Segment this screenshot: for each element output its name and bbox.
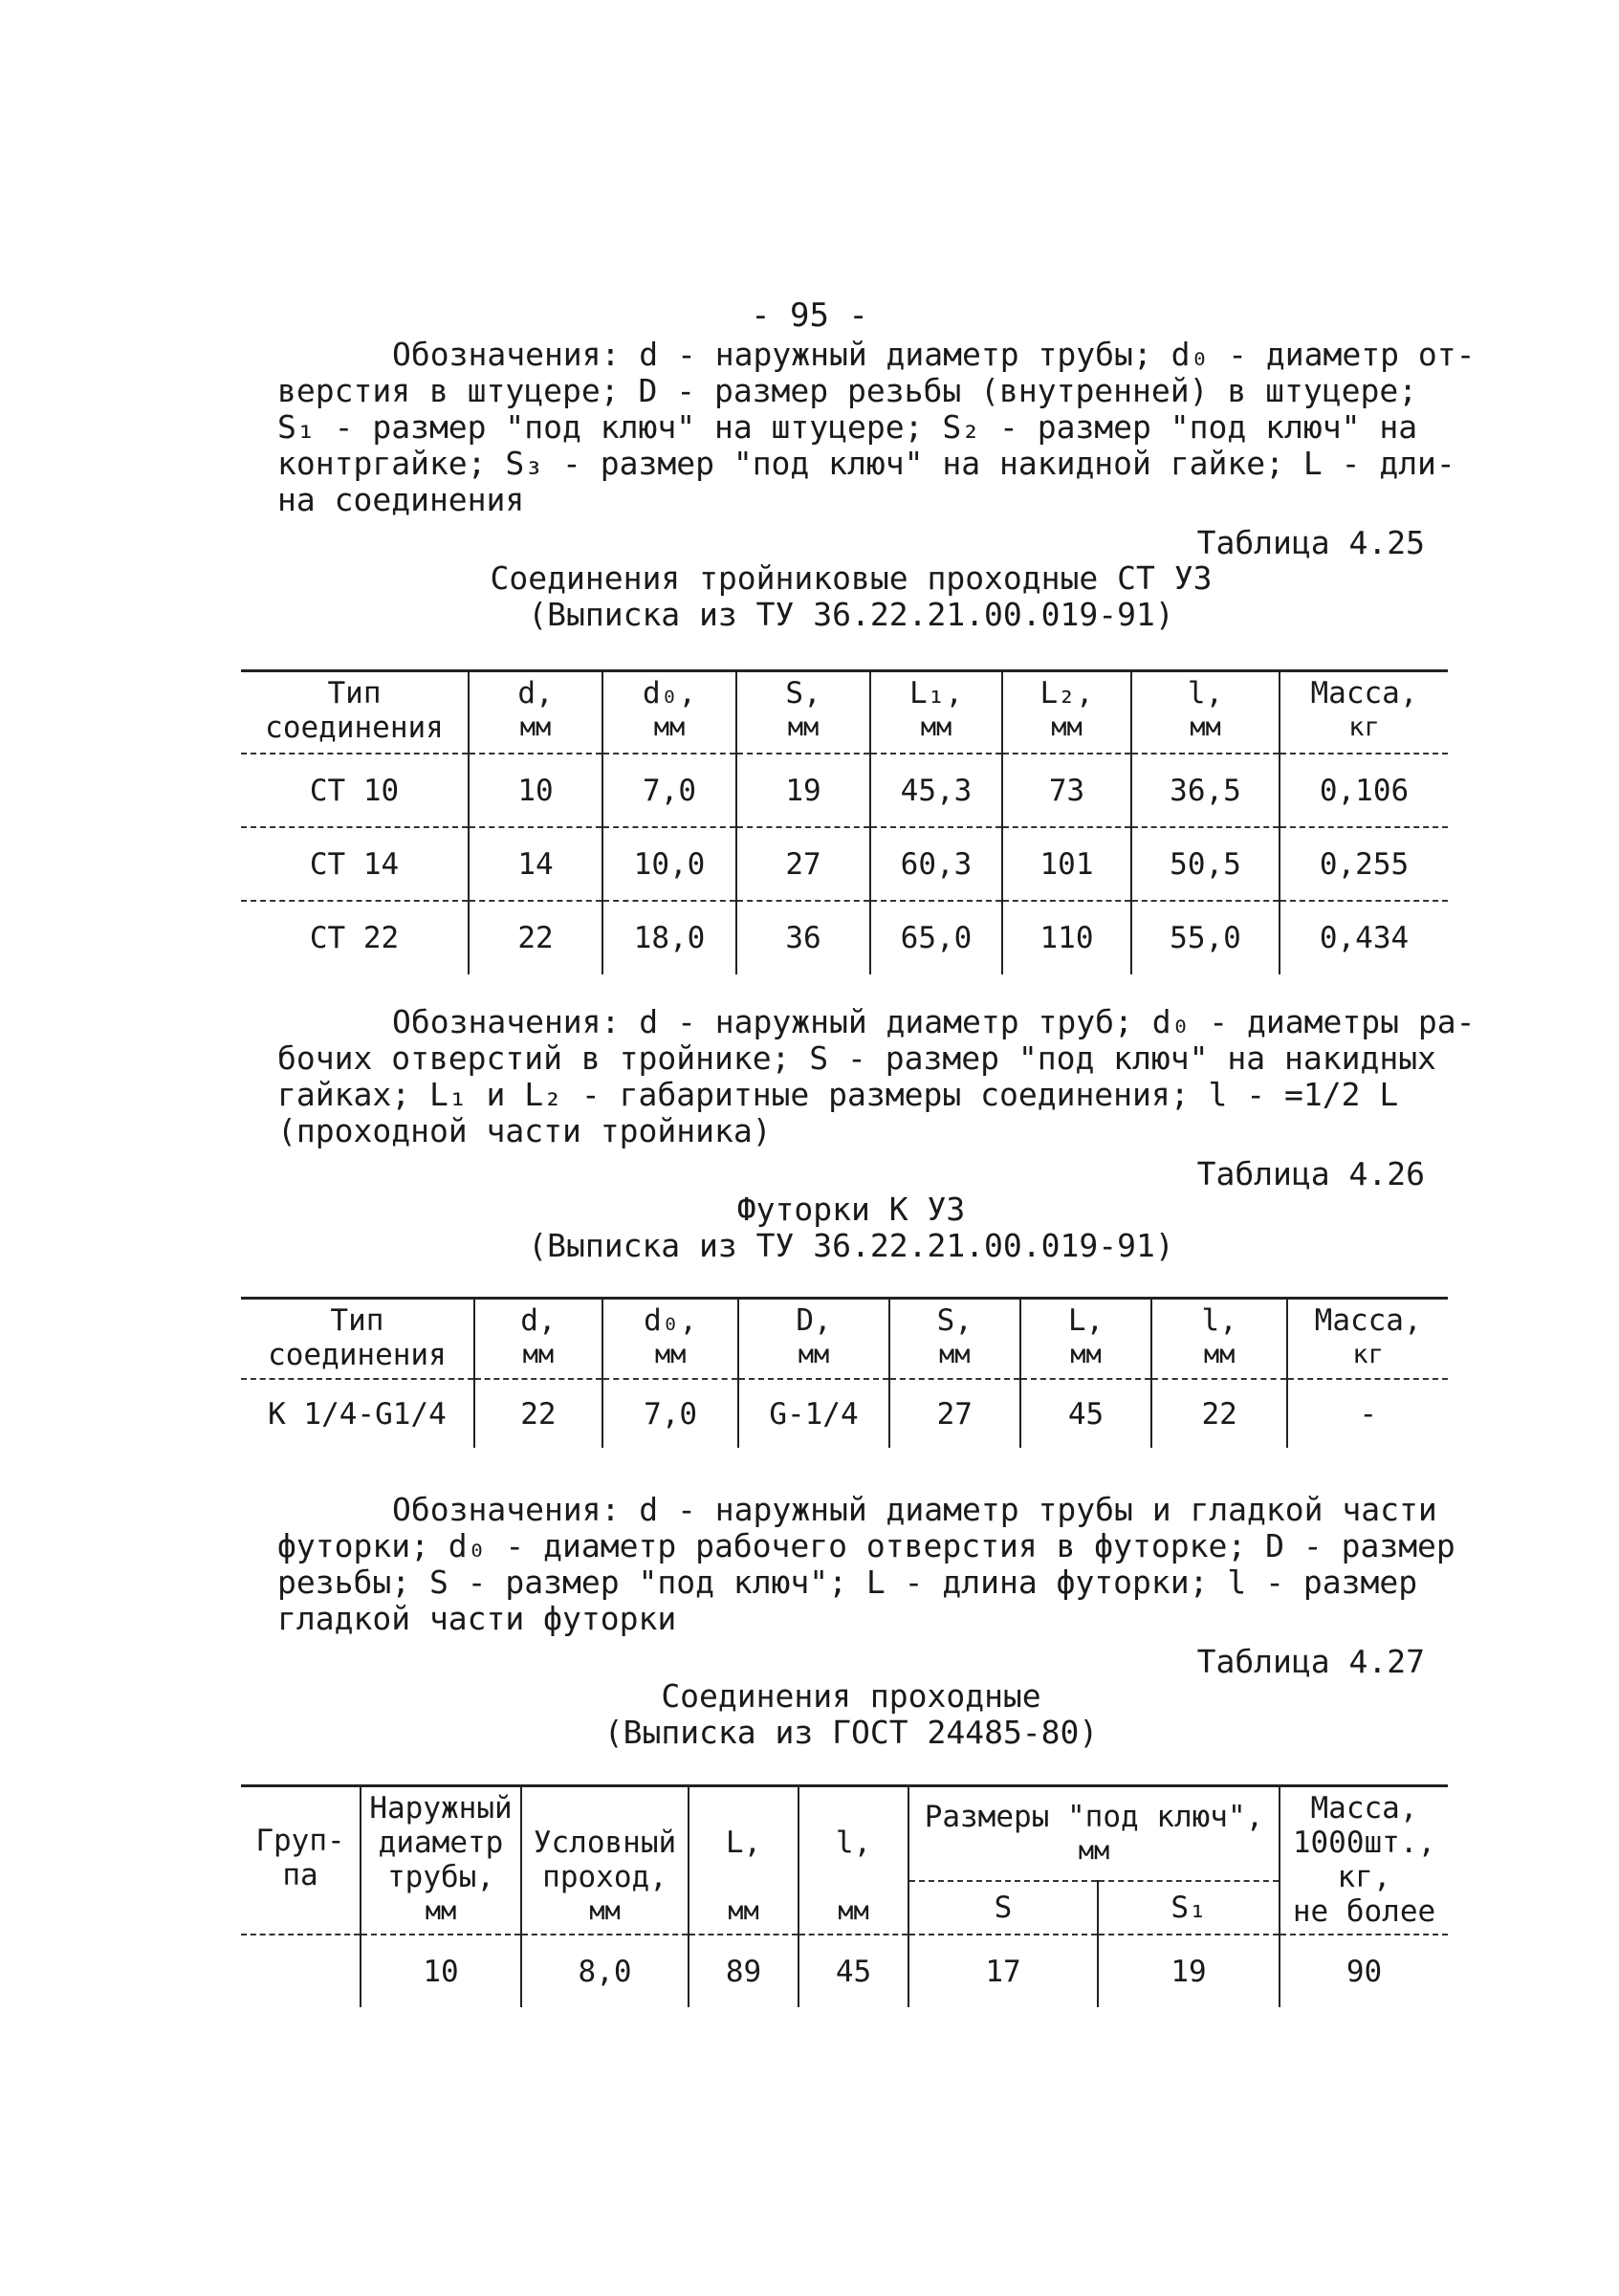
header-cell: L₂, xyxy=(1002,671,1131,711)
header-cell: соединения xyxy=(241,711,469,754)
table-row xyxy=(241,1379,1448,1448)
table-4-25-title-line-2: (Выписка из ТУ 36.22.21.00.019-91) xyxy=(528,596,1174,633)
table-cell: 10 xyxy=(361,1935,521,2007)
header-text: Наружный xyxy=(369,1791,513,1826)
header-cell-mass xyxy=(1280,1786,1448,1930)
notes-1-line: Обозначения: d - наружный диаметр трубы; d₀ - диаметр от- xyxy=(392,336,1476,373)
table-cell: 45,3 xyxy=(870,754,1002,827)
notes-3-line: резьбы; S - размер "под ключ"; L - длина футорки; l - размер xyxy=(277,1563,1418,1601)
table-4-27-title xyxy=(239,1678,1463,1751)
notes-1-line: контргайке; S₃ - размер "под ключ" на накидной гайке; L - дли- xyxy=(277,445,1455,482)
notes-block-3 xyxy=(277,1491,1455,1637)
header-cell: мм xyxy=(1002,711,1131,754)
header-cell: мм xyxy=(602,711,736,754)
table-cell: 10 xyxy=(469,754,602,827)
header-cell: мм xyxy=(1131,711,1280,754)
table-cell: 55,0 xyxy=(1131,901,1280,974)
table-cell: СТ 10 xyxy=(241,754,469,827)
table-cell: G-1/4 xyxy=(738,1379,888,1448)
table-4-25-title-line-1: Соединения тройниковые проходные СТ УЗ xyxy=(490,559,1213,597)
notes-2-line: (проходной части тройника) xyxy=(277,1112,772,1149)
table-4-26-title xyxy=(239,1192,1463,1264)
header-text: мм xyxy=(425,1896,457,1926)
table-4-25-label: Таблица 4.25 xyxy=(1196,524,1425,561)
table-4-26-label: Таблица 4.26 xyxy=(1196,1155,1425,1192)
table-4-27-title-line-1: Соединения проходные xyxy=(661,1677,1041,1715)
table-4-25 xyxy=(241,669,1448,974)
table-cell: 22 xyxy=(474,1379,602,1448)
header-text: трубы, xyxy=(387,1860,494,1894)
header-cell: L₁, xyxy=(870,671,1002,711)
header-cell: Тип xyxy=(241,671,469,711)
header-cell: l, xyxy=(1131,671,1280,711)
table-row xyxy=(241,827,1448,901)
header-cell: S, xyxy=(736,671,870,711)
table-cell: 14 xyxy=(469,827,602,901)
table-4-26-title-line-1: Футорки К УЗ xyxy=(736,1191,966,1228)
header-cell: d₀, xyxy=(602,1299,738,1339)
table-cell: 19 xyxy=(1098,1935,1280,2007)
header-text: 1000шт., xyxy=(1292,1826,1436,1860)
header-cell: мм xyxy=(1151,1338,1287,1379)
header-text: проход, xyxy=(542,1860,667,1894)
table-4-26-title-line-2: (Выписка из ТУ 36.22.21.00.019-91) xyxy=(528,1227,1174,1264)
notes-3-line: Обозначения: d - наружный диаметр трубы и гладкой части xyxy=(392,1491,1437,1528)
table-4-27-title-line-2: (Выписка из ГОСТ 24485-80) xyxy=(603,1714,1099,1751)
table-4-26 xyxy=(241,1297,1448,1448)
table-cell: 0,434 xyxy=(1280,901,1448,974)
notes-2-line: Обозначения: d - наружный диаметр труб; d₀ - диаметры ра- xyxy=(392,1003,1476,1040)
header-text: не более xyxy=(1292,1894,1436,1929)
header-text: L, xyxy=(725,1826,762,1860)
header-cell: S, xyxy=(889,1299,1020,1339)
table-cell: 110 xyxy=(1002,901,1131,974)
header-cell: соединения xyxy=(241,1338,474,1379)
header-cell-S: S xyxy=(908,1881,1098,1929)
notes-2-line: гайках; L₁ и L₂ - габаритные размеры соединения; l - =1/2 L xyxy=(277,1076,1399,1113)
notes-1-line: S₁ - размер "под ключ" на штуцере; S₂ - размер "под ключ" на xyxy=(277,408,1418,446)
header-text: мм xyxy=(589,1896,621,1926)
table-cell: 27 xyxy=(736,827,870,901)
table-cell: 36 xyxy=(736,901,870,974)
notes-3-line: гладкой части футорки xyxy=(277,1600,677,1637)
header-cell: D, xyxy=(738,1299,888,1339)
table-4-27-label: Таблица 4.27 xyxy=(1196,1643,1425,1680)
header-cell-L xyxy=(689,1786,799,1930)
header-text: Размеры "под ключ", xyxy=(924,1799,1264,1834)
table-cell: 89 xyxy=(689,1935,799,2007)
header-text: мм xyxy=(728,1896,759,1926)
header-cell: l, xyxy=(1151,1299,1287,1339)
notes-block-2 xyxy=(277,1003,1476,1149)
header-text: кг, xyxy=(1337,1860,1391,1894)
table-cell: 8,0 xyxy=(521,1935,689,2007)
header-cell: кг xyxy=(1287,1338,1448,1379)
header-cell-l xyxy=(799,1786,908,1930)
table-cell: 17 xyxy=(908,1935,1098,2007)
table-cell: 10,0 xyxy=(602,827,736,901)
table-cell: - xyxy=(1287,1379,1448,1448)
header-text: диаметр xyxy=(378,1826,504,1860)
table-cell: 22 xyxy=(1151,1379,1287,1448)
header-cell: L, xyxy=(1020,1299,1151,1339)
header-cell: Масса, xyxy=(1280,671,1448,711)
header-cell-group xyxy=(241,1786,361,1930)
table-cell: 45 xyxy=(1020,1379,1151,1448)
notes-1-line: на соединения xyxy=(277,481,525,518)
table-cell: 45 xyxy=(799,1935,908,2007)
table-cell: 101 xyxy=(1002,827,1131,901)
table-header-row xyxy=(241,671,1448,711)
table-cell: 18,0 xyxy=(602,901,736,974)
header-cell: мм xyxy=(469,711,602,754)
header-text: мм xyxy=(838,1896,869,1926)
header-cell: мм xyxy=(736,711,870,754)
table-cell: 27 xyxy=(889,1379,1020,1448)
header-text: Условный xyxy=(533,1826,677,1860)
header-cell-S1: S₁ xyxy=(1098,1881,1280,1929)
header-text: мм xyxy=(1078,1835,1110,1866)
notes-2-line: бочих отверстий в тройнике; S - размер "под ключ" на накидных xyxy=(277,1039,1436,1077)
header-cell: мм xyxy=(738,1338,888,1379)
table-cell: СТ 14 xyxy=(241,827,469,901)
header-cell: мм xyxy=(1020,1338,1151,1379)
header-cell: кг xyxy=(1280,711,1448,754)
table-row xyxy=(241,901,1448,974)
header-cell: мм xyxy=(889,1338,1020,1379)
page-number: - 95 - xyxy=(751,296,868,335)
header-cell: d₀, xyxy=(602,671,736,711)
table-cell: 19 xyxy=(736,754,870,827)
table-cell: 22 xyxy=(469,901,602,974)
table-cell: 50,5 xyxy=(1131,827,1280,901)
header-cell: мм xyxy=(870,711,1002,754)
table-4-25-title xyxy=(239,560,1463,633)
notes-block-1 xyxy=(277,336,1476,518)
header-cell-nominal-bore xyxy=(521,1786,689,1930)
table-cell: 0,255 xyxy=(1280,827,1448,901)
notes-1-line: верстия в штуцере; D - размер резьбы (внутренней) в штуцере; xyxy=(277,372,1418,409)
table-cell xyxy=(241,1935,361,2007)
header-cell: Тип xyxy=(241,1299,474,1339)
header-cell: мм xyxy=(474,1338,602,1379)
table-cell: 0,106 xyxy=(1280,754,1448,827)
table-cell: 36,5 xyxy=(1131,754,1280,827)
table-header-row xyxy=(241,1338,1448,1379)
header-text: Груп- xyxy=(255,1824,345,1858)
table-cell: 7,0 xyxy=(602,754,736,827)
table-cell: СТ 22 xyxy=(309,921,400,955)
header-cell: d, xyxy=(469,671,602,711)
table-cell: 60,3 xyxy=(870,827,1002,901)
table-cell: 65,0 xyxy=(870,901,1002,974)
header-cell-outer-diameter xyxy=(361,1786,521,1930)
header-cell-wrench-sizes xyxy=(908,1786,1280,1882)
table-header-row xyxy=(241,1786,1448,1882)
table-4-27 xyxy=(241,1784,1448,2007)
table-cell: 73 xyxy=(1002,754,1131,827)
table-header-row xyxy=(241,711,1448,754)
header-cell: d, xyxy=(474,1299,602,1339)
header-text: па xyxy=(282,1858,318,1892)
header-text: Масса, xyxy=(1310,1791,1418,1826)
table-cell: К 1/4-G1/4 xyxy=(268,1396,447,1432)
table-cell: 7,0 xyxy=(602,1379,738,1448)
header-cell: Масса, xyxy=(1287,1299,1448,1339)
header-cell: мм xyxy=(602,1338,738,1379)
table-cell: 90 xyxy=(1280,1935,1448,2007)
table-header-row xyxy=(241,1299,1448,1339)
table-row xyxy=(241,754,1448,827)
header-text: l, xyxy=(835,1826,872,1860)
notes-3-line: футорки; d₀ - диаметр рабочего отверстия в футорке; D - размер xyxy=(277,1527,1455,1564)
table-row xyxy=(241,1935,1448,2007)
